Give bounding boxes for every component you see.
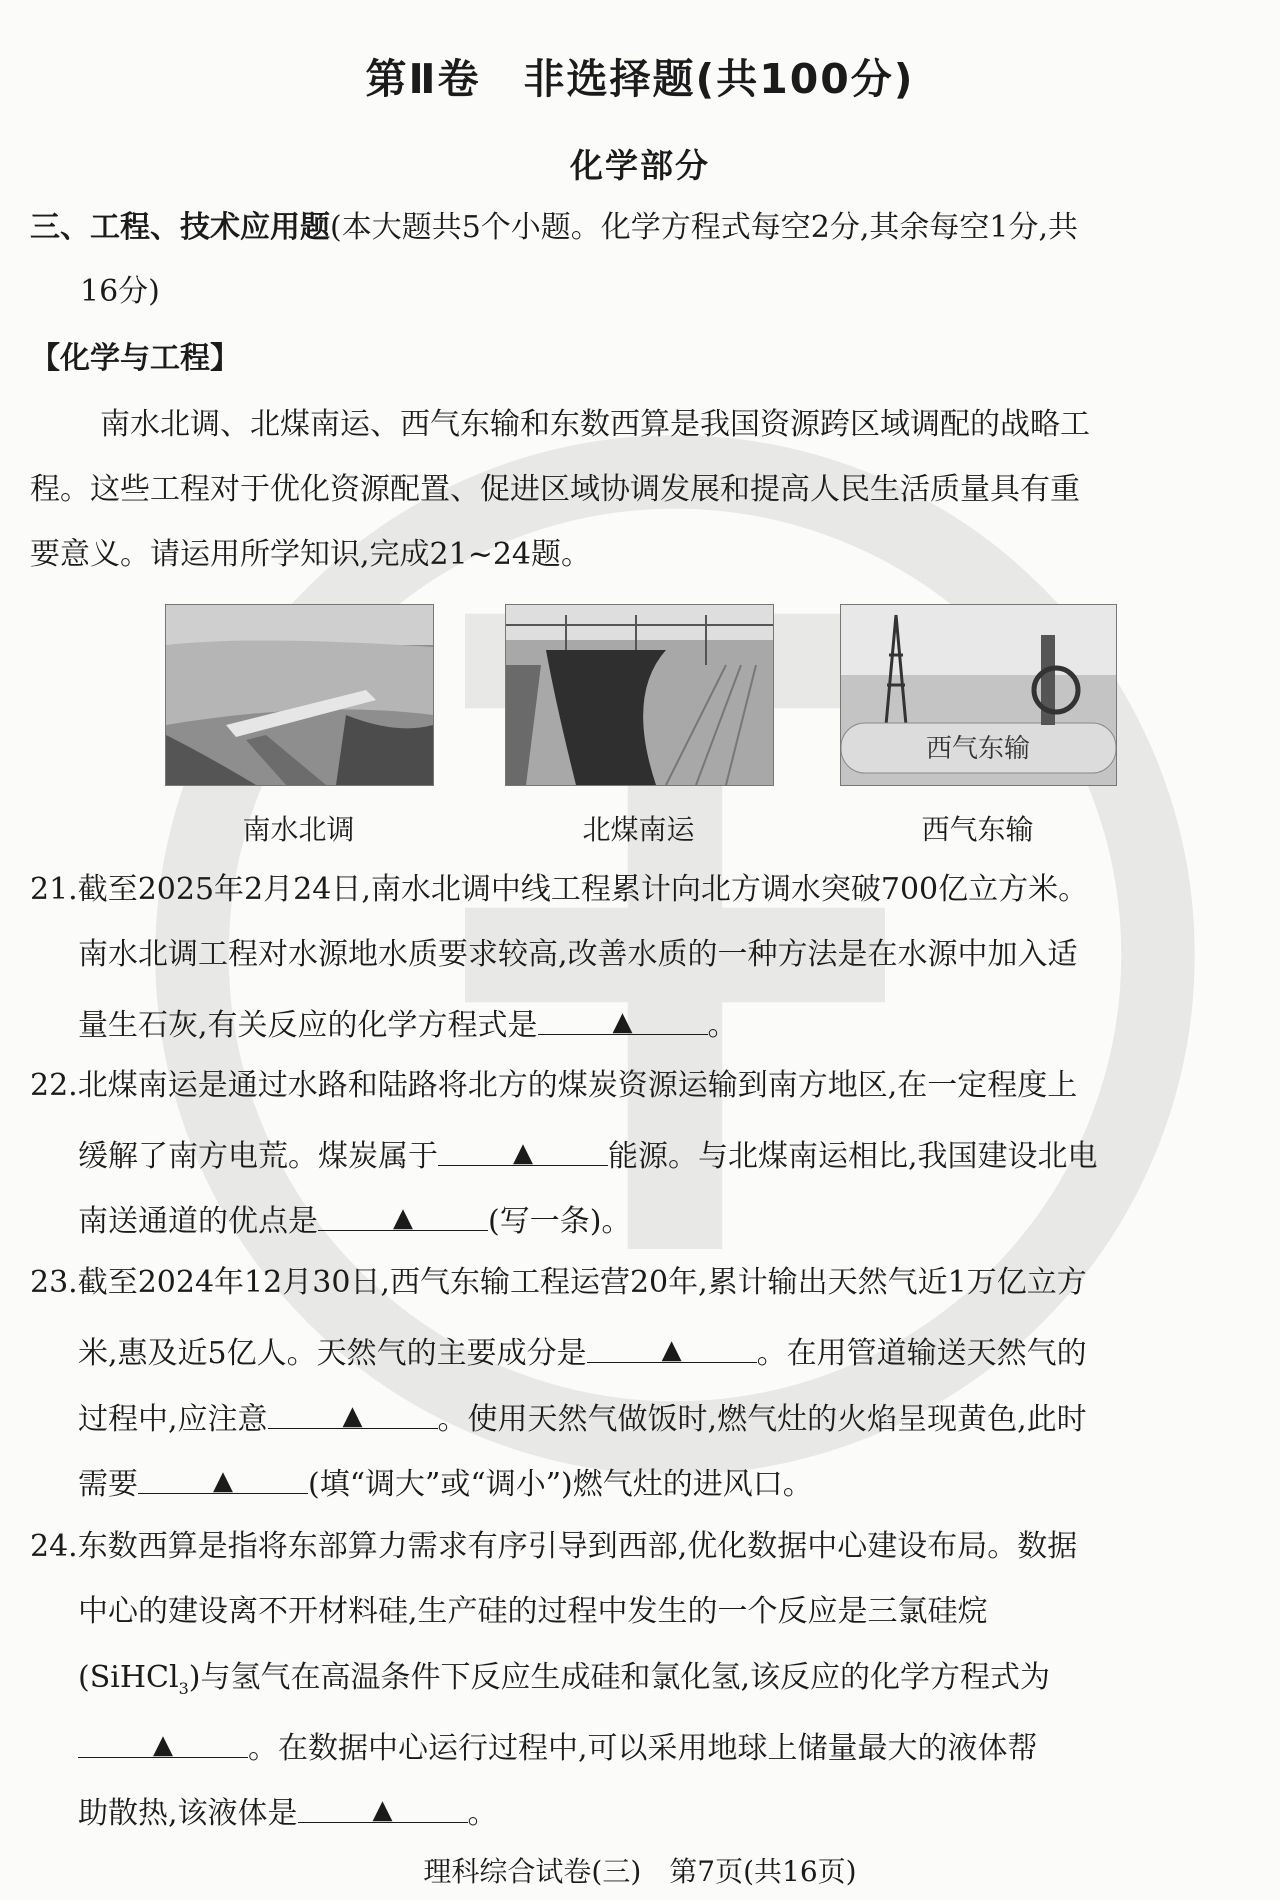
section-note: (本大题共5个小题。化学方程式每空2分,其余每空1分,共 <box>330 210 1079 245</box>
pipeline-sign-text: 西气东输 <box>926 734 1031 764</box>
q24-line-1: 24.东数西算是指将东部算力需求有序引导到西部,优化数据中心建设布局。数据 <box>30 1529 1078 1564</box>
intro-line-2: 程。这些工程对于优化资源配置、促进区域协调发展和提高人民生活质量具有重 <box>30 472 1080 507</box>
paper-title: 第Ⅱ卷 非选择题(共100分) <box>365 55 915 103</box>
caption-1: 南水北调 <box>242 813 355 846</box>
q23-safety-blank[interactable] <box>268 1394 438 1429</box>
q21-line-1: 21.截至2025年2月24日,南水北调中线工程累计向北方调水突破700亿立方米。 <box>30 872 1089 907</box>
intro-line-1: 南水北调、北煤南运、西气东输和东数西算是我国资源跨区域调配的战略工 <box>100 407 1090 442</box>
q22-line-3: 南送通道的优点是 ▲ (写一条)。 <box>78 1196 631 1242</box>
section-note-cont: 16分) <box>80 274 160 309</box>
blank-marker: ▲ <box>513 1138 533 1168</box>
q22-advantage-blank[interactable] <box>318 1196 488 1231</box>
q23-line-1: 23.截至2024年12月30日,西气东输工程运营20年,累计输出天然气近1万亿立方 <box>30 1265 1087 1300</box>
q23-air-inlet-blank[interactable] <box>138 1459 308 1494</box>
q21-line-3: 量生石灰,有关反应的化学方程式是 ▲ 。 <box>78 1000 738 1046</box>
q24-line-3: (SiHCl$_3$)与氢气在高温条件下反应生成硅和氯化氢,该反应的化学方程式为 <box>78 1660 1050 1698</box>
dam-photo <box>165 604 434 786</box>
page-footer: 理科综合试卷(三) 第7页(共16页) <box>423 1855 857 1888</box>
q24-liquid-blank[interactable] <box>298 1788 468 1823</box>
q22-line-1: 22.北煤南运是通过水路和陆路将北方的煤炭资源运输到南方地区,在一定程度上 <box>30 1068 1078 1103</box>
q21-line-2: 南水北调工程对水源地水质要求较高,改善水质的一种方法是在水源中加入适 <box>78 937 1078 972</box>
q23-line-2: 米,惠及近5亿人。天然气的主要成分是 ▲ 。在用管道输送天然气的 <box>78 1328 1087 1374</box>
gas-pipeline-photo <box>840 604 1117 786</box>
intro-line-3: 要意义。请运用所学知识,完成21~24题。 <box>30 537 592 572</box>
blank-marker: ▲ <box>612 1007 633 1037</box>
q23-component-blank[interactable] <box>587 1328 757 1363</box>
q22-energy-blank[interactable] <box>438 1131 608 1166</box>
q23-line-4: 需要 ▲ (填“调大”或“调小”)燃气灶的进风口。 <box>78 1459 813 1505</box>
blank-marker: ▲ <box>372 1795 393 1825</box>
q24-equation-blank[interactable] <box>78 1723 248 1758</box>
q24-line-4: ▲ 。在数据中心运行过程中,可以采用地球上储量最大的液体帮 <box>78 1723 1038 1769</box>
blank-marker: ▲ <box>342 1401 363 1431</box>
q23-line-3: 过程中,应注意 ▲ 。使用天然气做饭时,燃气灶的火焰呈现黄色,此时 <box>78 1394 1087 1440</box>
q24-line-2: 中心的建设离不开材料硅,生产硅的过程中发生的一个反应是三氯硅烷 <box>78 1594 988 1629</box>
q21-answer-blank[interactable] <box>538 1000 708 1035</box>
coal-train-photo <box>505 604 774 786</box>
section-heading: 三、工程、技术应用题 <box>30 210 330 245</box>
blank-marker: ▲ <box>153 1730 173 1760</box>
caption-3: 西气东输 <box>921 813 1034 846</box>
q22-line-2: 缓解了南方电荒。煤炭属于 ▲ 能源。与北煤南运相比,我国建设北电 <box>78 1131 1098 1177</box>
caption-2: 北煤南运 <box>582 813 695 846</box>
section-heading-line <box>30 208 1078 248</box>
section-title: 化学部分 <box>570 146 710 185</box>
blank-marker: ▲ <box>661 1335 682 1365</box>
topic-tag: 【化学与工程】 <box>30 341 240 376</box>
q24-line-5: 助散热,该液体是 ▲ 。 <box>78 1788 498 1834</box>
blank-marker: ▲ <box>393 1203 413 1233</box>
blank-marker: ▲ <box>213 1466 233 1496</box>
